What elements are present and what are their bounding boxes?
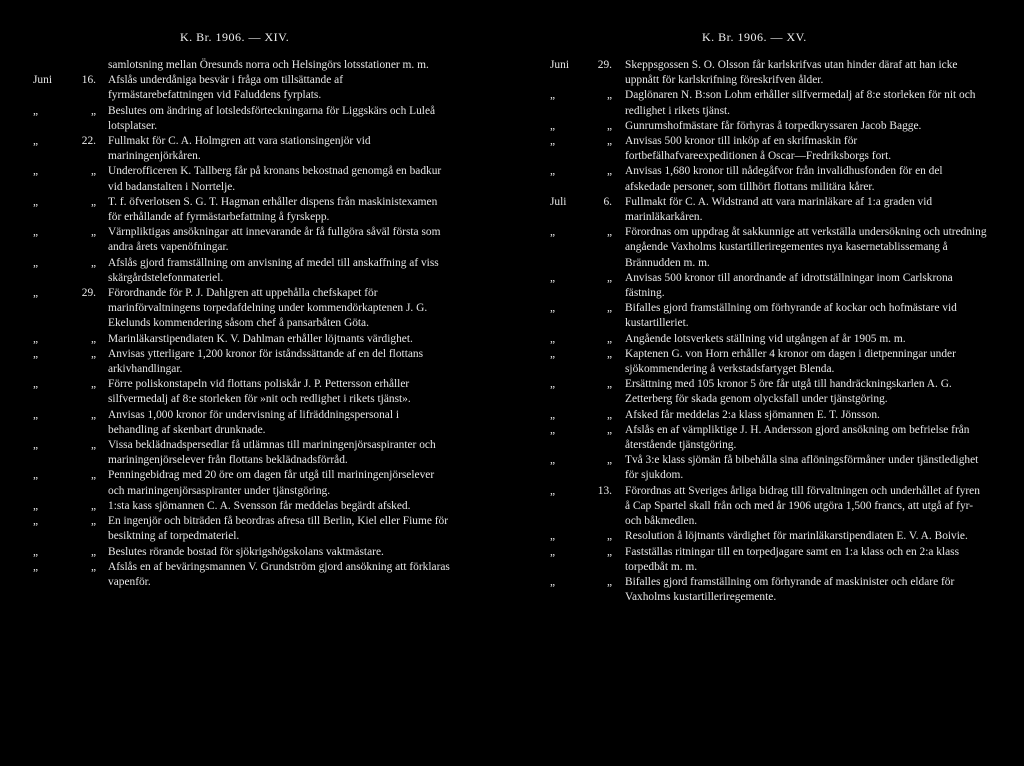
register-entry [512, 347, 1024, 377]
entry-text: Två 3:e klass sjömän få bibehålla sina aflöningsförmåner under tjänstledighet för sjukdom. [625, 454, 979, 482]
entry-text: Förordnas om uppdrag åt sakkunnige att verkställa undersökning och utredning angående Vaxholms kustartilleriregementes nya kasernetablissemang å Brännudden m. m. [625, 226, 987, 269]
entry-text: Penningebidrag med 20 öre om dagen får utgå till mariningenjörselever och mariningenjörsaspiranter under tjänstgöring. [108, 469, 435, 497]
entry-day: „ [90, 104, 96, 117]
entry-text: Afslås underdåniga besvär i fråga om tillsättande af fyrmästarebefattningen vid Faluddens fyrplats. [108, 74, 344, 102]
register-entry [0, 164, 512, 194]
entry-month: „ [550, 454, 556, 467]
entry-text: Förordnande för P. J. Dahlgren att uppehålla chefskapet för marinförvaltningens torpedafdelning under kommendörkaptenen J. G. Ekelunds kommendering såsom chef å pansarbåten Göta. [108, 287, 428, 330]
entry-text: Fullmakt för C. A. Holmgren att vara stationsingenjör vid mariningenjörkåren. [108, 135, 371, 163]
entry-day: „ [90, 256, 96, 269]
register-entry [0, 408, 512, 438]
entry-month: „ [33, 545, 39, 558]
entry-text: Anvisas 500 kronor till anordnande af idrottställningar inom Carlskrona fästning. [625, 271, 953, 300]
register-entry [512, 453, 1024, 483]
entry-text: Kaptenen G. von Horn erhåller 4 kronor om dagen i dietpenningar under sjökommendering å verkstadsfartyget Blenda. [625, 347, 956, 376]
entry-month: „ [33, 332, 39, 345]
register-entry [0, 514, 512, 544]
register-entry [0, 195, 512, 225]
entry-day: „ [90, 439, 96, 452]
entry-day: „ [606, 530, 612, 543]
entry-text: Anvisas 500 kronor till inköp af en skrifmaskin för fortbefälhafvareexpeditionen å Oscar—Fredriksborgs fort. [625, 135, 892, 163]
entry-text: T. f. öfverlotsen S. G. T. Hagman erhåller dispens från maskinistexamen för erhållande af fyrmästarbefattning å fyrskepp. [108, 195, 438, 224]
register-entry [0, 104, 512, 134]
entry-month: „ [550, 347, 556, 360]
entry-text: En ingenjör och biträden få beordras afresa till Berlin, Kiel eller Fiume för besiktning af torpedmateriel. [108, 515, 449, 543]
entry-text: Angående lotsverkets ställning vid utgången af år 1905 m. m. [625, 332, 906, 345]
entry-day: „ [90, 408, 96, 421]
entry-day: „ [90, 515, 96, 528]
page-header: K. Br. 1906. — XV. [702, 30, 807, 44]
entry-month: „ [33, 499, 39, 512]
entry-text: 1:sta kass sjömannen C. A. Svensson får meddelas begärdt afsked. [108, 499, 411, 512]
entry-month: „ [33, 195, 39, 208]
entry-month: Juli [550, 195, 567, 208]
entry-month: „ [33, 560, 39, 573]
entry-text: samlotsning mellan Öresunds norra och Helsingörs lotsstationer m. m. [108, 59, 429, 71]
entry-month: „ [33, 256, 39, 269]
register-entry [512, 423, 1024, 453]
entry-text: Afslås gjord framställning om anvisning af medel till anskaffning af viss skärgårdstelefonmateriel. [108, 256, 439, 284]
register-entry [0, 499, 512, 514]
entry-list [0, 58, 512, 590]
entry-text: Daglönaren N. B:son Lohm erhåller silfvermedalj af 8:e storleken för nit och redlighet i rikets tjänst. [625, 89, 976, 117]
entry-month: „ [550, 545, 556, 558]
register-entry [512, 271, 1024, 301]
entry-text: Bifalles gjord framställning om förhyrande af maskinister och eldare för Vaxholms kustartilleriregemente. [625, 575, 955, 604]
entry-day: „ [606, 271, 612, 284]
register-entry [512, 408, 1024, 423]
entry-day: „ [90, 499, 96, 512]
register-entry [0, 377, 512, 407]
entry-day: „ [606, 423, 612, 436]
entry-day: „ [90, 469, 96, 482]
entry-day: „ [90, 195, 96, 208]
entry-month: „ [33, 469, 39, 482]
entry-text: Afsked får meddelas 2:a klass sjömannen E. T. Jönsson. [625, 408, 880, 421]
entry-month: „ [33, 347, 39, 360]
entry-month: „ [550, 135, 556, 148]
entry-day: „ [606, 302, 612, 315]
entry-month: „ [550, 89, 556, 102]
entry-text: Värnpliktigas ansökningar att innevarande år få fullgöra såväl första som andra årets vapenöfningar. [108, 226, 441, 254]
entry-text: Anvisas ytterligare 1,200 kronor för iståndssättande af en del flottans arkivhandlingar. [108, 347, 424, 376]
entry-text: Beslutes om ändring af lotsledsförteckningarna för Liggskärs och Luleå lotsplatser. [108, 104, 436, 132]
entry-day: „ [90, 332, 96, 345]
entry-text: Skeppsgossen S. O. Olsson får karlskrifvas utan hinder däraf att han icke uppnått för karlskrifning föreskrifven ålder. [625, 59, 958, 87]
entry-day: 13. [597, 484, 612, 497]
register-entry [512, 545, 1024, 575]
entry-text: Afslås en af beväringsmannen V. Grundström gjord ansökning att förklaras vapenför. [108, 560, 450, 588]
entry-month: „ [550, 119, 556, 132]
entry-month: „ [550, 408, 556, 421]
entry-month: „ [33, 287, 39, 300]
entry-text: Anvisas 1,000 kronor för undervisning af lifräddningspersonal i behandling af skenbart drunknade. [108, 408, 400, 436]
entry-month: „ [33, 408, 39, 421]
entry-day: „ [90, 378, 96, 391]
register-entry [0, 286, 512, 332]
register-entry [0, 545, 512, 560]
entry-day: 16. [81, 74, 96, 87]
entry-day: „ [90, 347, 96, 360]
entry-day: 22. [81, 135, 96, 148]
entry-day: „ [606, 119, 612, 132]
register-entry [0, 347, 512, 377]
entry-month: „ [550, 226, 556, 239]
register-entry [512, 88, 1024, 118]
register-entry [512, 575, 1024, 605]
entry-text: Resolution å löjtnants värdighet för marinläkarstipendiaten E. V. A. Boivie. [625, 530, 968, 543]
entry-day: „ [90, 545, 96, 558]
entry-text: Afslås en af värnpliktige J. H. Andersson gjord ansökning om befrielse från återstående tjänstgöring. [625, 423, 970, 452]
entry-month: „ [33, 378, 39, 391]
entry-day: „ [606, 135, 612, 148]
entry-text: Förre poliskonstapeln vid flottans poliskår J. P. Pettersson erhåller silfvermedalj af 8:e storleken för »nit och redlighet i rikets tjänst». [108, 378, 411, 406]
entry-day: „ [606, 545, 612, 558]
register-entry [512, 377, 1024, 407]
entry-day: 6. [603, 195, 612, 208]
entry-day: 29. [81, 287, 96, 300]
entry-month: Juni [550, 59, 569, 71]
entry-month: „ [550, 484, 556, 497]
entry-text: Underofficeren K. Tallberg får på kronans bekostnad genomgå en badkur vid badanstalten i Norrtelje. [108, 165, 442, 193]
register-entry [512, 164, 1024, 194]
entry-day: „ [606, 89, 612, 102]
entry-month: „ [550, 575, 556, 588]
register-entry [0, 225, 512, 255]
entry-day: „ [606, 454, 612, 467]
entry-text: Bifalles gjord framställning om förhyrande af kockar och hofmästare vid kustartilleriet. [625, 302, 957, 330]
entry-text: Vissa beklädnadspersedlar få utlämnas till mariningenjörsaspiranter och mariningenjörselever från flottans beklädnadsförråd. [108, 439, 436, 467]
entry-month: „ [550, 332, 556, 345]
entry-month: „ [550, 378, 556, 391]
entry-text: Anvisas 1,680 kronor till nådegåfvor från invalidhusfonden för en del afskedade personer, som tillhört flottans militära kårer. [625, 165, 943, 193]
entry-day: „ [606, 165, 612, 178]
entry-day: „ [606, 575, 612, 588]
register-entry [0, 73, 512, 103]
entry-month: „ [33, 104, 39, 117]
register-entry [0, 58, 512, 73]
register-entry [0, 332, 512, 347]
register-entry [0, 438, 512, 468]
entry-month: „ [33, 135, 39, 148]
entry-text: Marinläkarstipendiaten K. V. Dahlman erhåller löjtnants värdighet. [108, 332, 413, 345]
entry-month: „ [33, 515, 39, 528]
register-entry [0, 468, 512, 498]
entry-day: 29. [597, 59, 612, 71]
entry-month: Juni [33, 74, 52, 87]
entry-month: „ [33, 439, 39, 452]
entry-text: Fastställas ritningar till en torpedjagare samt en 1:a klass och en 2:a klass torpedbåt m. m. [625, 545, 960, 573]
register-entry [512, 332, 1024, 347]
register-entry [512, 134, 1024, 164]
register-entry [512, 301, 1024, 331]
entry-day: „ [90, 165, 96, 178]
register-entry [512, 484, 1024, 530]
entry-month: „ [550, 530, 556, 543]
entry-month: „ [550, 423, 556, 436]
entry-day: „ [90, 560, 96, 573]
entry-text: Beslutes rörande bostad för sjökrigshögskolans vaktmästare. [108, 545, 384, 558]
register-entry [512, 529, 1024, 544]
register-entry [0, 134, 512, 164]
register-entry [0, 256, 512, 286]
register-entry [512, 195, 1024, 225]
entry-day: „ [606, 408, 612, 421]
register-entry [512, 58, 1024, 88]
entry-day: „ [606, 226, 612, 239]
register-entry [512, 119, 1024, 134]
entry-month: „ [550, 302, 556, 315]
entry-day: „ [606, 378, 612, 391]
page-header: K. Br. 1906. — XIV. [180, 30, 290, 44]
entry-text: Ersättning med 105 kronor 5 öre får utgå till handräckningskarlen A. G. Zetterberg för skada genom olycksfall under tjänstgöring. [625, 378, 952, 406]
entry-day: „ [606, 347, 612, 360]
entry-text: Förordnas att Sveriges årliga bidrag till förvaltningen och underhållet af fyren å Cap Spartel skall från och med år 1906 utgöra 1,500 francs, att utgå af fyr- och båkmedlen. [625, 484, 980, 528]
register-entry [0, 560, 512, 590]
entry-list [512, 58, 1024, 605]
register-entry [512, 225, 1024, 271]
entry-month: „ [33, 165, 39, 178]
entry-month: „ [33, 226, 39, 239]
entry-day: „ [606, 332, 612, 345]
entry-text: Fullmakt för C. A. Widstrand att vara marinläkare af 1:a graden vid marinläkarkåren. [625, 195, 933, 224]
right-page [512, 0, 1024, 766]
entry-text: Gunrumshofmästare får förhyras å torpedkryssaren Jacob Bagge. [625, 119, 922, 132]
entry-month: „ [550, 165, 556, 178]
entry-day: „ [90, 226, 96, 239]
entry-month: „ [550, 271, 556, 284]
